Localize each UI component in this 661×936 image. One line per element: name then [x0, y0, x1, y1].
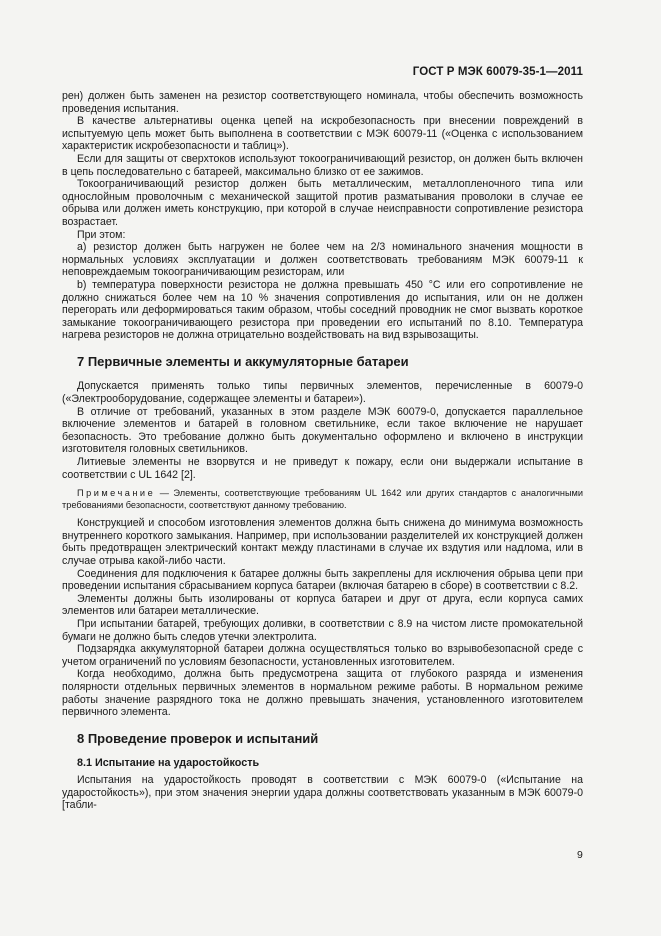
paragraph: В качестве альтернативы оценка цепей на искробезопасность при внесении повреждений в испытуемую цепь может быть выполнена в соответствии с МЭК 60079-11 («Оценка с использованием характеристик искробезопасности и таблиц»).: [62, 115, 583, 153]
paragraph: Испытания на ударостойкость проводят в соответствии с МЭК 60079-0 («Испытание на ударостойкость»), при этом значения энергии удара должны соответствовать указанным в МЭК 60079-0 [табли-: [62, 773, 583, 812]
paragraph: рен) должен быть заменен на резистор соответствующего номинала, чтобы обеспечить возможность проведения испытания.: [62, 90, 583, 115]
list-item-b: b) температура поверхности резистора не должна превышать 450 °C или его сопротивление не должно снижаться более чем на 10 % значения сопротивления до испытания, или он не должен перегорать или деформироваться таким образом, чтобы соседний проводник не смог вызвать короткое замыкание токоограничивающего резистора при проведении его испытаний по 8.10. Температура нагрева резисторов не должна отрицательно воздействовать на вид взрывозащиты.: [62, 278, 583, 342]
list-item-a: a) резистор должен быть нагружен не более чем на 2/3 номинального значения мощности в нормальных условиях эксплуатации и должен соответствовать требованиям МЭК 60079-11 к неповреждаемым токоограничивающим резисторам, или: [62, 241, 583, 279]
paragraph: При этом:: [77, 228, 126, 241]
section-7-heading: 7 Первичные элементы и аккумуляторные батареи: [77, 353, 409, 369]
note-label: Примечание: [77, 488, 156, 499]
page-content: [62, 90, 583, 812]
paragraph: Литиевые элементы не взорвутся и не приведут к пожару, если они выдержали испытание в соответствии с UL 1642 [2].: [62, 456, 583, 481]
note-text: — Элементы, соответствующие требованиям UL 1642 или других стандартов с аналогичными требованиями безопасности, соответствуют данному требованию.: [62, 488, 583, 511]
paragraph: Конструкцией и способом изготовления элементов должна быть снижена до минимума возможность внутреннего короткого замыкания. Например, при использовании разделителей их конструкцией должен быть предотвращен электрический контакт между пластинами в случае их вздутия или надлома, или в случае отрыва какой-либо части.: [62, 517, 583, 567]
paragraph: Допускается применять только типы первичных элементов, перечисленные в 60079-0 («Электрооборудование, содержащее элементы и батареи»).: [62, 380, 583, 406]
page-number: 9: [577, 849, 583, 861]
section-8-heading: 8 Проведение проверок и испытаний: [77, 730, 319, 746]
paragraph: При испытании батарей, требующих доливки, в соответствии с 8.9 на чистом листе промокательной бумаги не должно быть следов утечки электролита.: [62, 617, 583, 643]
note: [62, 487, 583, 511]
paragraph: Элементы должны быть изолированы от корпуса батареи и друг от друга, если корпуса самих элементов или батареи металлические.: [62, 592, 583, 618]
paragraph: Когда необходимо, должна быть предусмотрена защита от глубокого разряда и изменения полярности отдельных первичных элементов в нормальном режиме работы. В нормальном режиме работы значение разрядного тока не должно превышать значения, установленного изготовителем первичного элемента.: [62, 668, 583, 719]
paragraph: Соединения для подключения к батарее должны быть закреплены для исключения обрыва цепи при проведении испытания сбрасыванием корпуса батареи (включая батарею в сборе) в соответствии с 8.2.: [62, 567, 583, 593]
paragraph: В отличие от требований, указанных в этом разделе МЭК 60079-0, допускается параллельное включение элементов и батарей в головном светильнике, если такое включение не нарушает безопасность. Это требование должно быть документально оформлено и включено в инструкции изготовителя головных светильников.: [62, 405, 583, 456]
standard-header: ГОСТ Р МЭК 60079-35-1—2011: [412, 66, 583, 78]
subsection-8-1-heading: 8.1 Испытание на ударостойкость: [77, 757, 260, 770]
paragraph: Токоограничивающий резистор должен быть металлическим, металлопленочного типа или однослойным проволочным с механической защитой против разматывания проволоки в случае ее обрыва или должен иметь конструкцию, при которой в случае неисправности сопротивление резистора возрастает.: [62, 178, 583, 228]
paragraph: Подзарядка аккумуляторной батареи должна осуществляться только во взрывобезопасной среде с учетом ограничений по условиям безопасности, установленных изготовителем.: [62, 643, 583, 668]
paragraph: Если для защиты от сверхтоков используют токоограничивающий резистор, он должен быть включен в цепь последовательно с батареей, максимально близко от ее зажимов.: [62, 152, 583, 178]
